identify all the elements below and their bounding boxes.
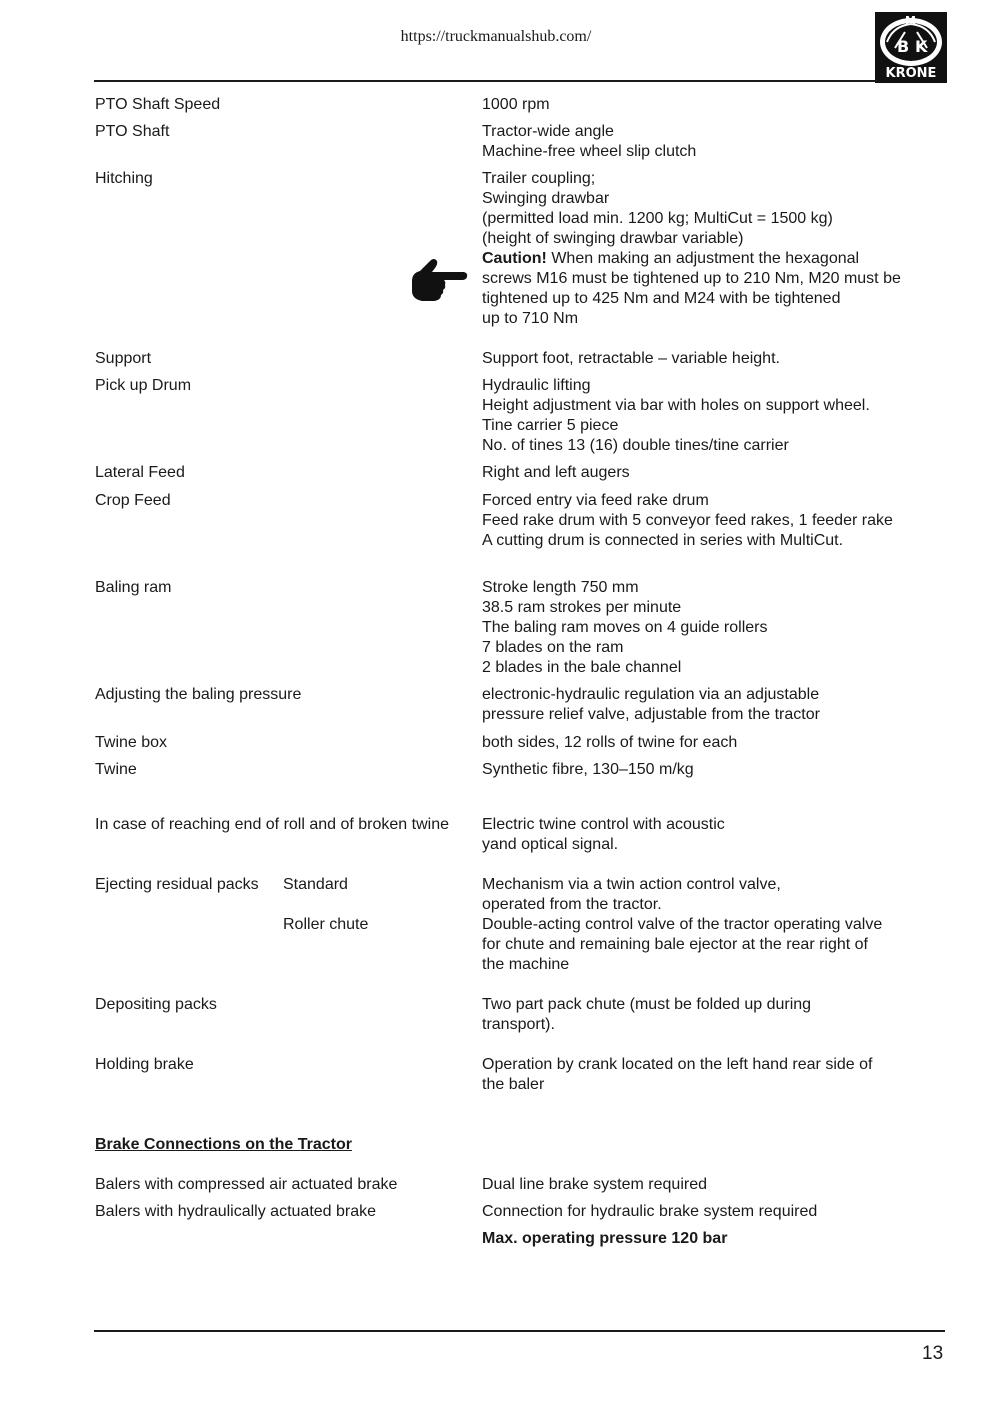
brake-value: Connection for hydraulic brake system required: [482, 1203, 818, 1220]
spec-value: Support foot, retractable – variable height.: [482, 350, 780, 367]
logo-letter-b: B: [897, 37, 910, 56]
spec-value: 1000 rpm: [482, 96, 550, 113]
header-url[interactable]: https://truckmanualshub.com/: [400, 28, 592, 45]
spec-label: Ejecting residual packs: [95, 876, 259, 893]
spec-value: electronic-hydraulic regulation via an adjustable pressure relief valve, adjustable from the tractor: [482, 686, 820, 723]
brake-label: Balers with hydraulically actuated brake: [95, 1203, 377, 1220]
krone-logo: [875, 12, 947, 83]
spec-value: Mechanism via a twin action control valve, operated from the tractor.: [482, 876, 781, 913]
spec-label: Lateral Feed: [95, 464, 185, 481]
spec-value: Trailer coupling; Swinging drawbar (permitted load min. 1200 kg; MultiCut = 1500 kg) (height of swinging drawbar variable) Caution! When making an adjustment the hexagonal screws M16 must be tightened up to 210 Nm, M20 must be tightened up to 425 Nm and M24 with be tightened up to 710 Nm: [482, 170, 901, 327]
logo-letter-k: K: [915, 37, 928, 56]
spec-value: Electric twine control with acoustic yand optical signal.: [482, 816, 725, 853]
caution-note: Caution! When making an adjustment the hexagonal: [482, 250, 860, 267]
pointing-hand-icon: [410, 255, 468, 303]
section-heading: Brake Connections on the Tractor: [95, 1136, 352, 1153]
spec-value: Stroke length 750 mm 38.5 ram strokes per minute The baling ram moves on 4 guide rollers 7 blades on the ram 2 blades in the bale channel: [482, 579, 768, 676]
spec-value: Forced entry via feed rake drum Feed rake drum with 5 conveyor feed rakes, 1 feeder rake A cutting drum is connected in series with MultiCut.: [482, 492, 893, 549]
spec-value: Right and left augers: [482, 464, 630, 481]
spec-label: Baling ram: [95, 579, 172, 596]
spec-label: Depositing packs: [95, 996, 217, 1013]
brake-value: Dual line brake system required: [482, 1176, 707, 1193]
spec-value: Two part pack chute (must be folded up during transport).: [482, 996, 812, 1033]
brake-label: Balers with compressed air actuated brake: [95, 1176, 398, 1193]
spec-label: In case of reaching end of roll and of broken twine: [95, 816, 449, 833]
caution-label: Caution!: [482, 250, 547, 267]
spec-value: both sides, 12 rolls of twine for each: [482, 734, 738, 751]
spec-label: Hitching: [95, 170, 153, 187]
spec-value: Hydraulic lifting Height adjustment via bar with holes on support wheel. Tine carrier 5 piece No. of tines 13 (16) double tines/tine carrier: [482, 377, 870, 454]
logo-text: KRONE: [885, 66, 937, 81]
footer-rule: [94, 1330, 945, 1332]
spec-sublabel: Standard: [283, 876, 348, 893]
page-number: 13: [922, 1343, 944, 1364]
spec-label: Holding brake: [95, 1056, 194, 1073]
spec-value: Operation by crank located on the left hand rear side of the baler: [482, 1056, 873, 1093]
spec-sublabel: Roller chute: [283, 916, 369, 933]
spec-label: Pick up Drum: [95, 377, 192, 394]
header-rule: [94, 80, 878, 82]
logo-letter-m: M: [905, 14, 916, 27]
spec-label: Adjusting the baling pressure: [95, 686, 302, 703]
spec-label: Support: [95, 350, 152, 367]
spec-label: Crop Feed: [95, 492, 171, 509]
pressure-note: Max. operating pressure 120 bar: [482, 1230, 728, 1247]
spec-value: Tractor-wide angle Machine-free wheel slip clutch: [482, 123, 697, 160]
spec-label: PTO Shaft Speed: [95, 96, 221, 113]
spec-value: Synthetic fibre, 130–150 m/kg: [482, 761, 694, 778]
spec-label: Twine: [95, 761, 137, 778]
spec-value: Double-acting control valve of the tractor operating valve for chute and remaining bale ejector at the rear right of the machine: [482, 916, 883, 973]
spec-label: PTO Shaft: [95, 123, 170, 140]
spec-label: Twine box: [95, 734, 168, 751]
